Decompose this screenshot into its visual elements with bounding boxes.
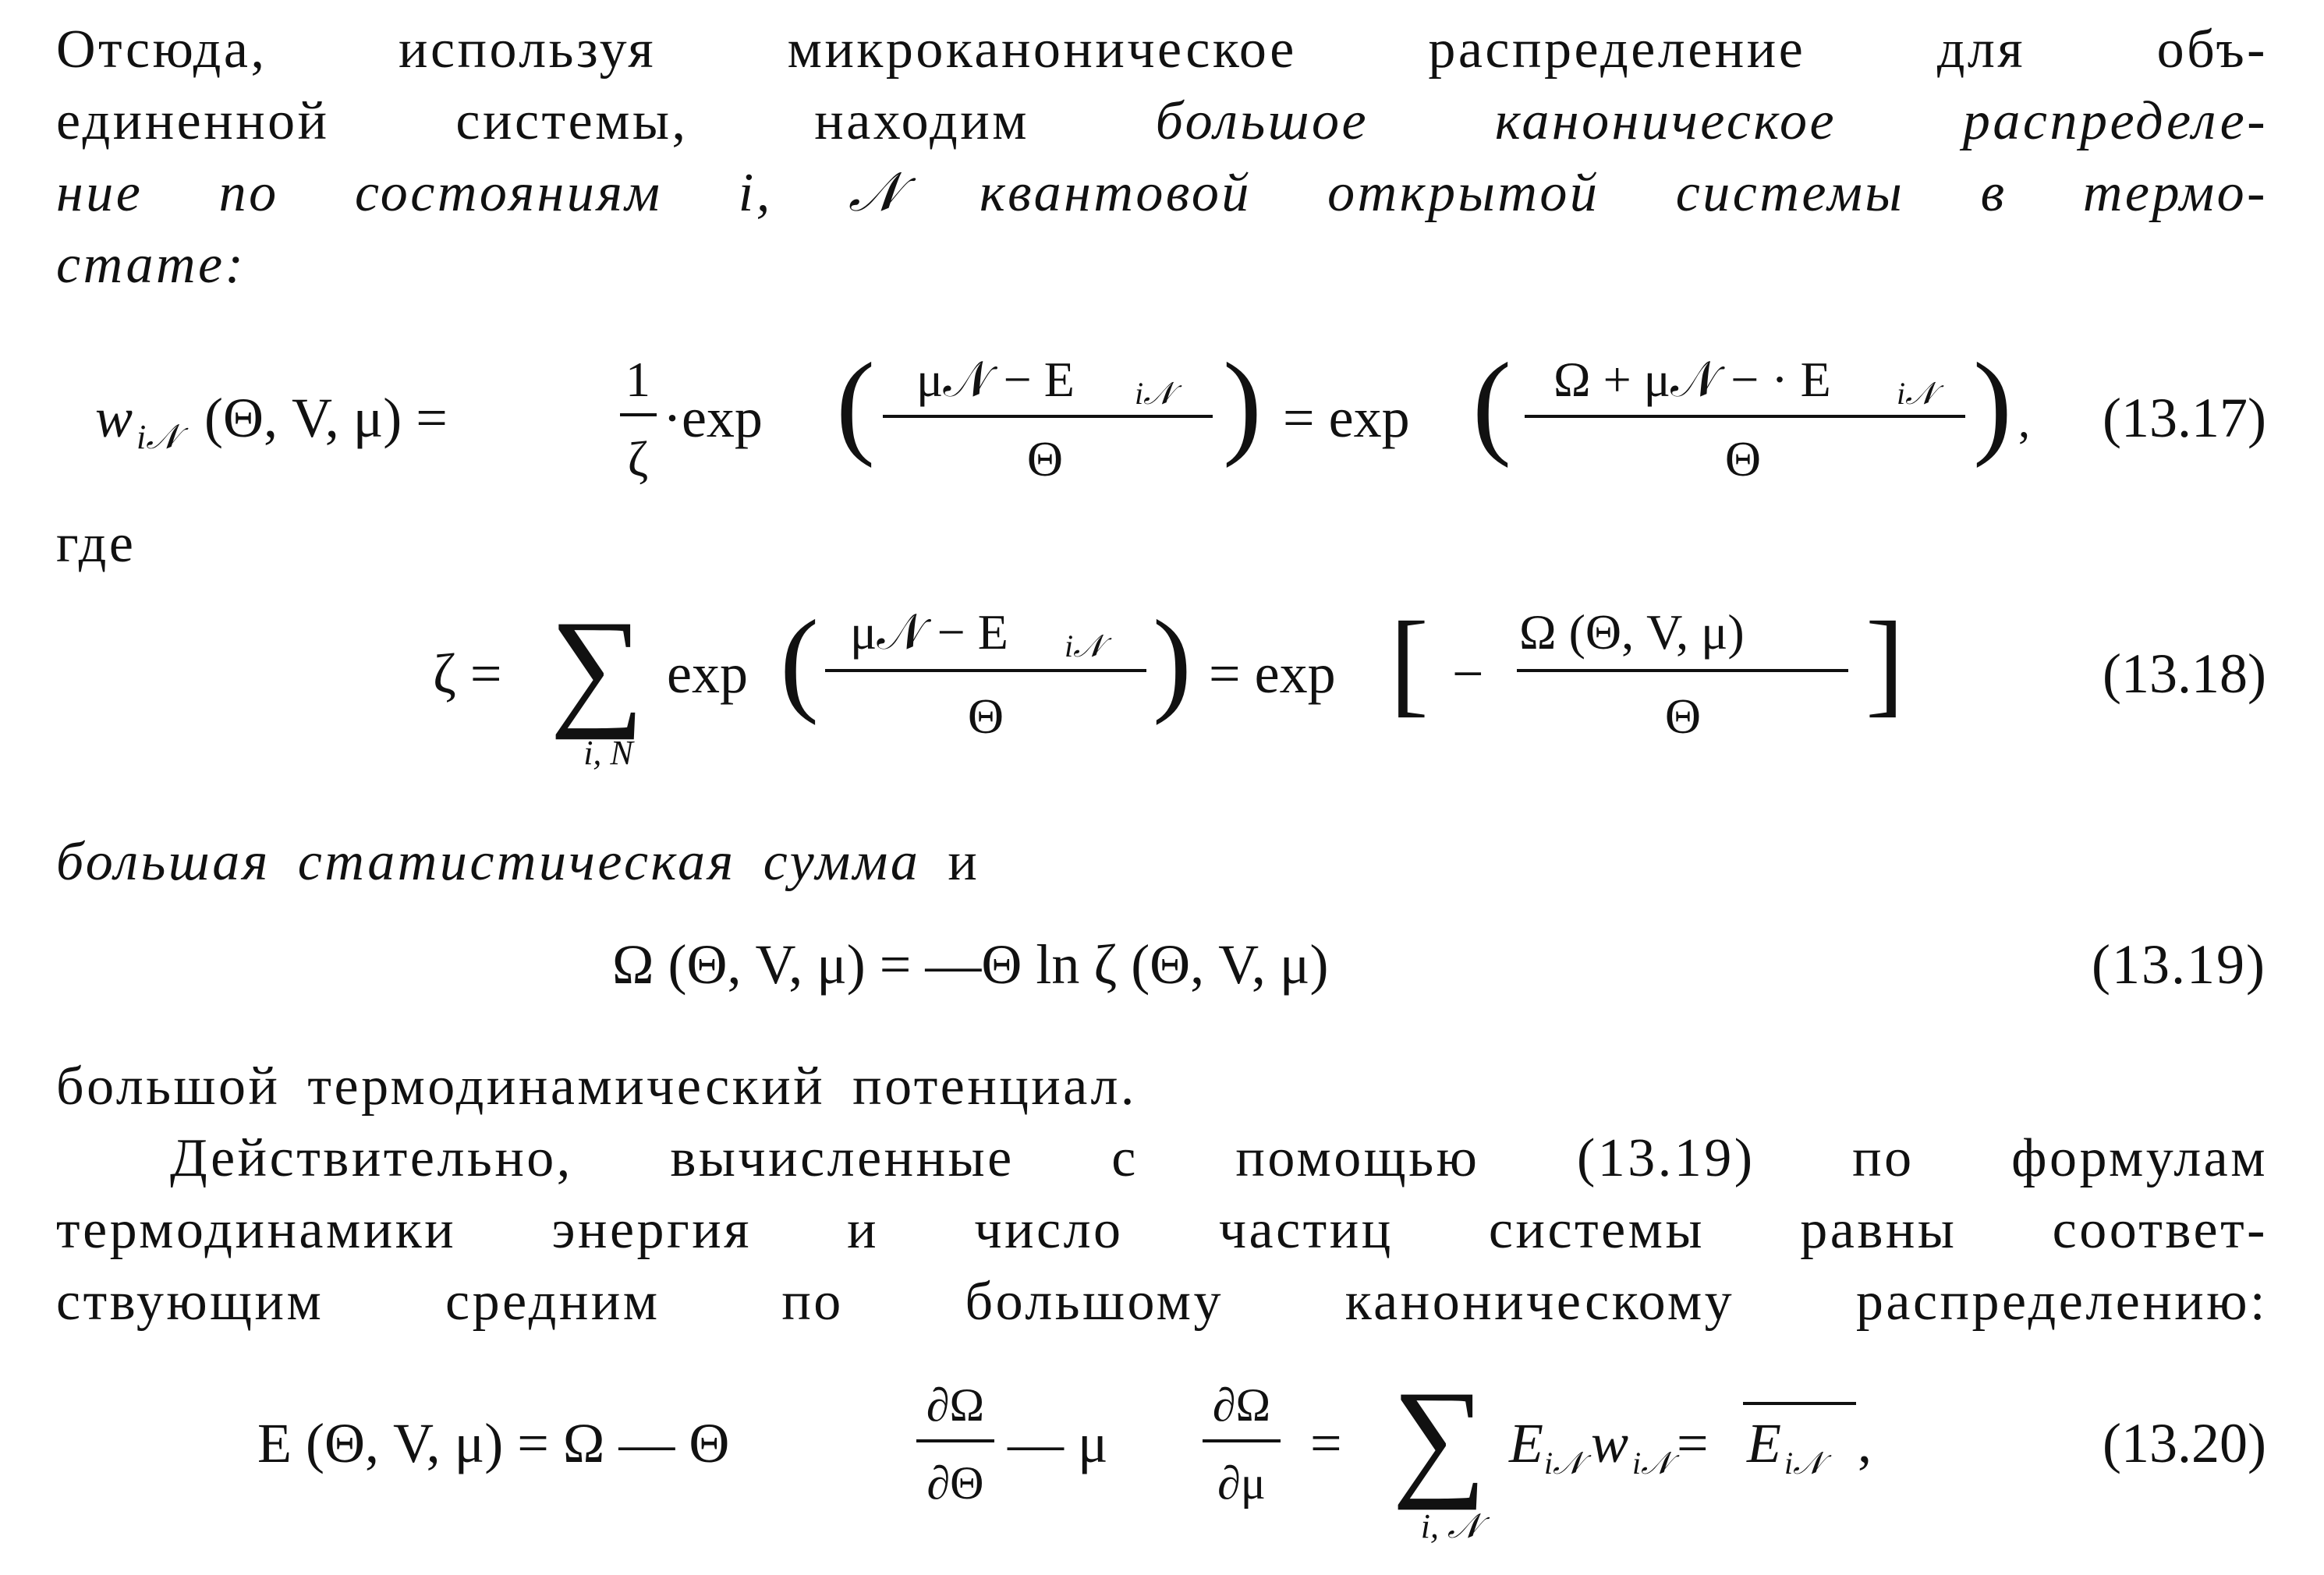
term-grand-partition-function: большая статистическая сумма: [56, 832, 921, 892]
eq1317-frac2-den: Θ: [1026, 431, 1064, 487]
term-grand-canonical-distribution: большое каноническое распределе-: [1155, 91, 2269, 151]
word-where: где: [56, 514, 136, 574]
eq1318-equals-exp: = exp: [1209, 642, 1336, 705]
eq1317-paren-close-1: ): [1223, 339, 1262, 469]
eq1320-sum-sub: i, 𝒩: [1420, 1507, 1481, 1545]
eq1317-lhs-symbol: w: [95, 387, 133, 449]
eq1320-number: (13.20): [2103, 1412, 2266, 1474]
paragraph-1-line-1: Отсюда, используя микроканоническое распределение для объ-: [56, 19, 2268, 80]
eq1320-lhs: E (Θ, V, μ) = Ω — Θ: [257, 1412, 730, 1474]
eq1318-paren-open: (: [780, 596, 819, 726]
eq1318-sum-sub: i, N: [583, 734, 633, 772]
eq1317-frac1-num: 1: [625, 352, 650, 407]
eq1317-number: (13.17): [2103, 387, 2266, 449]
eq1318-bracket-close: ]: [1865, 598, 1904, 727]
paragraph-1-line-3: ние по состояниям i, 𝒩 квантовой открытой системы в термо-: [56, 163, 2268, 223]
eq1320-rhs-end: ,: [1858, 1412, 1872, 1474]
eq1317-frac2-num: μ𝒩 − E: [916, 352, 1075, 407]
equation-13-18: [0, 577, 2324, 811]
eq1318-frac1-num: μ𝒩 − E: [850, 604, 1008, 660]
eq1317-paren-open-2: (: [1472, 339, 1511, 469]
eq1317-frac3-num: Ω + μ𝒩 − · E: [1553, 352, 1831, 407]
paragraph-2-line-3: ствующим средним по большому каноническому распределению:: [56, 1272, 2268, 1332]
eq1320-frac2-den: ∂μ: [1217, 1457, 1266, 1509]
eq1320-rhs-sub2: i𝒩: [1632, 1446, 1671, 1481]
equation-13-19: Ω (Θ, V, μ) = —Θ ln ζ (Θ, V, μ): [612, 933, 1329, 996]
eq1320-frac1-den: ∂Θ: [926, 1457, 984, 1509]
eq1317-lhs-args: (Θ, V, μ) =: [204, 387, 448, 449]
eq1320-mid: — μ: [1008, 1412, 1108, 1474]
eq1318-sum-icon: ∑: [550, 593, 645, 740]
eq1318-lhs: ζ =: [433, 642, 502, 705]
eq1318-minus: −: [1452, 642, 1484, 705]
paragraph-2-line-1: Действительно, вычисленные с помощью (13.19) по формулам: [170, 1128, 2268, 1188]
eq1320-equals: =: [1310, 1412, 1342, 1474]
eq1320-frac2-num: ∂Ω: [1212, 1379, 1271, 1431]
eq1320-frac1-num: ∂Ω: [926, 1379, 985, 1431]
eq1318-frac2-num: Ω (Θ, V, μ): [1519, 604, 1745, 660]
eq1317-frac3-num-sub: i𝒩: [1897, 376, 1936, 411]
equation-13-17: [0, 320, 2324, 522]
eq1318-paren-close: ): [1153, 596, 1192, 726]
eq1317-paren-close-2: ): [1973, 339, 2012, 469]
eq1320-rhs-w: w: [1591, 1412, 1629, 1474]
paragraph-2-line-2: термодинамики энергия и число частиц системы равны соответ-: [56, 1200, 2268, 1260]
eq1317-comma: ,: [2018, 395, 2030, 447]
eq1317-lhs-subscript: i𝒩: [136, 418, 179, 456]
eq1317-equals-exp: = exp: [1283, 387, 1410, 449]
eq1317-exp-1: ·exp: [663, 387, 763, 449]
eq1317-frac3-den: Θ: [1724, 431, 1762, 487]
line-grand-potential: большой термодинамический потенциал.: [56, 1056, 1137, 1117]
eq1318-frac1-den: Θ: [967, 688, 1004, 744]
eq1318-exp: exp: [667, 642, 748, 705]
equation-13-20: [0, 1364, 2324, 1567]
eq1319-number: (13.19): [2092, 933, 2266, 996]
eq1320-rhs-bar-e: E: [1747, 1412, 1781, 1474]
paragraph-1-line-2: единенной системы, находим большое каноническое распределе-: [56, 91, 2269, 151]
eq1317-frac1-den: ζ: [627, 431, 649, 487]
eq1320-sum-icon: ∑: [1392, 1364, 1487, 1510]
eq1320-rhs-sub1: i𝒩: [1544, 1446, 1583, 1481]
line-grand-partition-function: большая статистическая сумма и: [56, 832, 980, 892]
eq1317-paren-open-1: (: [836, 339, 875, 469]
eq1318-number: (13.18): [2103, 642, 2266, 705]
eq1320-rhs-eq: =: [1677, 1412, 1709, 1474]
paragraph-1-line-4: стате:: [56, 235, 246, 295]
eq1320-rhs-e: E: [1509, 1412, 1543, 1474]
eq1318-frac2-den: Θ: [1664, 688, 1702, 744]
eq1320-rhs-bar-sub: i𝒩: [1784, 1446, 1823, 1481]
eq1318-bracket-open: [: [1390, 598, 1429, 727]
eq1317-frac2-num-sub: i𝒩: [1135, 376, 1174, 411]
eq1318-frac1-num-sub: i𝒩: [1065, 628, 1104, 664]
